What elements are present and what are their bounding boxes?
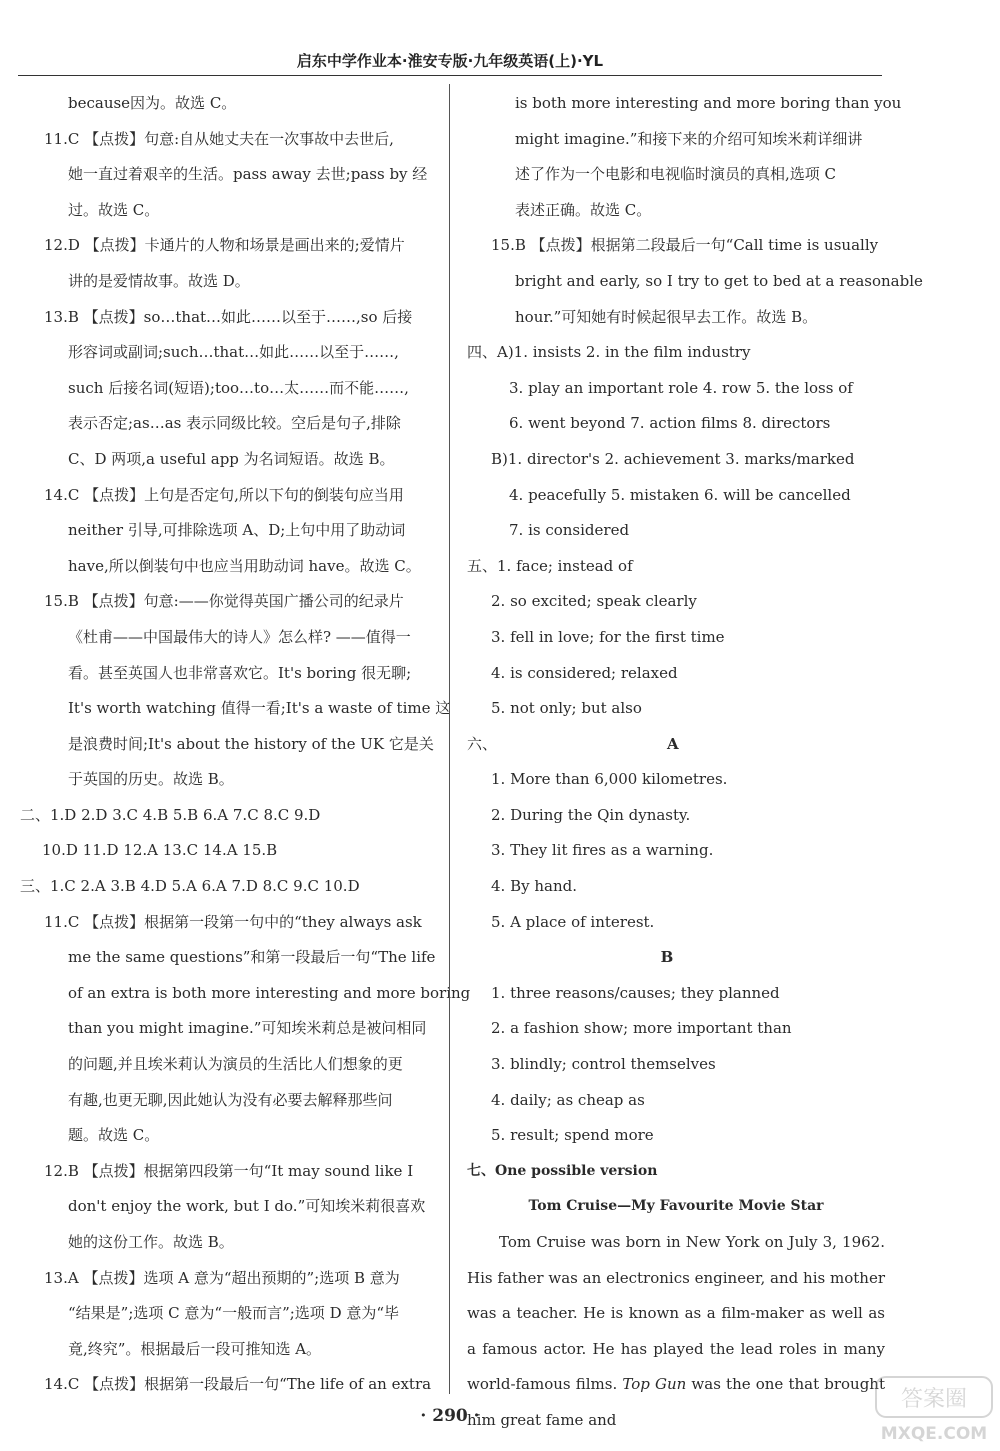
answer-line: than you might imagine.”可知埃米莉总是被问相同 xyxy=(68,1019,427,1038)
answer-line: 过。故选 C。 xyxy=(68,200,160,219)
answer-line: 15.B 【点拨】句意:——你觉得英国广播公司的纪录片 xyxy=(44,592,404,611)
watermark-text-1: 答案圈 xyxy=(900,1387,968,1412)
answer-line: 她一直过着艰辛的生活。pass away 去世;pass by 经 xyxy=(68,165,428,184)
section6-b-item: 2. a fashion show; more important than xyxy=(491,1019,792,1038)
answer-line: 3. fell in love; for the first time xyxy=(491,627,725,646)
answer-line: don't enjoy the work, but I do.”可知埃米莉很喜欢 xyxy=(68,1197,426,1216)
answer-line: 12.D 【点拨】卡通片的人物和场景是画出来的;爱情片 xyxy=(44,236,405,255)
section6-label xyxy=(467,727,885,763)
answer-line: 2. so excited; speak clearly xyxy=(491,592,697,611)
answer-line: It's worth watching 值得一看;It's a waste of time 这 xyxy=(68,699,451,718)
section6-a-item: 5. A place of interest. xyxy=(491,912,655,931)
answer-line: 表述正确。故选 C。 xyxy=(515,200,652,219)
section6-b-item: 1. three reasons/causes; they planned xyxy=(491,983,780,1002)
answer-line: 表示否定;as…as 表示同级比较。空后是句子,排除 xyxy=(68,414,401,433)
answer-line: 6. went beyond 7. action films 8. directors xyxy=(509,414,831,433)
answer-line: might imagine.”和接下来的介绍可知埃米莉详细讲 xyxy=(515,129,863,148)
page-header: 启东中学作业本·淮安专版·九年级英语(上)·YL xyxy=(296,52,604,70)
page-number: · 290 · xyxy=(420,1406,480,1426)
answer-line: neither 引导,可排除选项 A、D;上句中用了助动词 xyxy=(68,521,406,540)
watermark-text-2: MXQE.COM xyxy=(880,1424,988,1444)
answer-line: have,所以倒装句中也应当用助动词 have。故选 C。 xyxy=(68,556,421,575)
answer-line: 有趣,也更无聊,因此她认为没有必要去解释那些问 xyxy=(68,1090,393,1109)
answer-line: B)1. director's 2. achievement 3. marks/marked xyxy=(491,449,855,468)
answer-line: 13.A 【点拨】选项 A 意为“超出预期的”;选项 B 意为 xyxy=(44,1268,400,1287)
answer-line: 11.C 【点拨】句意:自从她丈夫在一次事故中去世后, xyxy=(44,129,394,148)
answer-line: 7. is considered xyxy=(509,521,630,540)
answer-line: 3. play an important role 4. row 5. the loss of xyxy=(509,378,853,397)
section6-b-item: 3. blindly; control themselves xyxy=(491,1055,716,1074)
answer-line: of an extra is both more interesting and more boring xyxy=(68,983,471,1002)
header-rule xyxy=(18,75,882,76)
answer-line: 于英国的历史。故选 B。 xyxy=(68,770,234,789)
section6-b-item: 4. daily; as cheap as xyxy=(491,1090,645,1109)
answer-line: 15.B 【点拨】根据第二段最后一句“Call time is usually xyxy=(491,236,879,255)
answer-line: 12.B 【点拨】根据第四段第一句“It may sound like I xyxy=(44,1161,414,1180)
answer-line: such 后接名词(短语);too…to…太……而不能……, xyxy=(68,378,409,397)
answer-line: 的问题,并且埃米莉认为演员的生活比人们想象的更 xyxy=(68,1055,403,1074)
answer-line: because因为。故选 C。 xyxy=(68,94,237,112)
answer-line: 形容词或副词;such…that…如此……以至于……, xyxy=(68,343,399,362)
section6-b-item: 5. result; spend more xyxy=(491,1126,654,1145)
column-divider xyxy=(449,84,450,1394)
section6-number: 六、 xyxy=(467,734,498,753)
section6-a-item: 1. More than 6,000 kilometres. xyxy=(491,770,728,789)
answer-line: 10.D 11.D 12.A 13.C 14.A 15.B xyxy=(42,841,278,860)
section6-b-heading: B xyxy=(660,948,674,967)
answer-line: 二、1.D 2.D 3.C 4.B 5.B 6.A 7.C 8.C 9.D xyxy=(20,805,321,824)
watermark-logo xyxy=(874,1375,994,1447)
answer-line: 三、1.C 2.A 3.B 4.D 5.A 6.A 7.D 8.C 9.C 10.D xyxy=(20,877,360,896)
answer-line: 看。甚至英国人也非常喜欢它。It's boring 很无聊; xyxy=(68,663,412,682)
answer-line: 四、A)1. insists 2. in the film industry xyxy=(467,343,751,362)
answer-line: 她的这份工作。故选 B。 xyxy=(68,1233,234,1251)
left-column xyxy=(20,86,471,1403)
answer-line: 《杜甫——中国最伟大的诗人》怎么样? ——值得一 xyxy=(68,627,411,646)
answer-line: 竟,终究”。根据最后一段可推知选 A。 xyxy=(68,1339,322,1358)
answer-line: “结果是”;选项 C 意为“一般而言”;选项 D 意为“毕 xyxy=(68,1304,400,1323)
answer-line: me the same questions”和第一段最后一句“The life xyxy=(68,948,436,967)
answer-line: 讲的是爱情故事。故选 D。 xyxy=(68,271,250,290)
answer-line: C、D 两项,a useful app 为名词短语。故选 B。 xyxy=(68,449,395,468)
section7-label: 七、One possible version xyxy=(467,1162,658,1179)
answer-line: 五、1. face; instead of xyxy=(467,556,633,575)
essay-paragraph: Tom Cruise was born in New York on July 3, 1962. His father was an electronics engineer, and his mother was a teacher. He is known as a film-maker as well as a famous actor. He has played the lead roles in many world-famous films. Top Gun was the one that brought him great fame and xyxy=(467,1233,885,1429)
section6-a-item: 4. By hand. xyxy=(491,877,577,896)
answer-line: is both more interesting and more boring than you xyxy=(515,94,902,112)
right-column xyxy=(467,86,923,1439)
answer-line: 5. not only; but also xyxy=(491,699,642,718)
answer-line: 是浪费时间;It's about the history of the UK 它是关 xyxy=(68,734,434,753)
answer-line: bright and early, so I try to get to bed at a reasonable xyxy=(515,271,923,290)
answer-line: hour.”可知她有时候起很早去工作。故选 B。 xyxy=(515,307,818,326)
section6-a-item: 3. They lit fires as a warning. xyxy=(491,841,714,860)
answer-line: 13.B 【点拨】so…that…如此……以至于……,so 后接 xyxy=(44,307,413,326)
answer-line: 述了作为一个电影和电视临时演员的真相,选项 C xyxy=(515,165,837,184)
essay-title: Tom Cruise—My Favourite Movie Star xyxy=(528,1198,824,1215)
answer-line: 14.C 【点拨】上句是否定句,所以下句的倒装句应当用 xyxy=(44,485,404,504)
section6-a-item: 2. During the Qin dynasty. xyxy=(491,805,691,824)
answer-line: 4. is considered; relaxed xyxy=(491,663,678,682)
film-title: Top Gun xyxy=(622,1375,687,1394)
answer-line: 题。故选 C。 xyxy=(68,1126,160,1145)
answer-line: 11.C 【点拨】根据第一段第一句中的“they always ask xyxy=(44,912,422,931)
section6-a-heading: A xyxy=(667,734,679,753)
answer-line: 4. peacefully 5. mistaken 6. will be cancelled xyxy=(509,485,851,504)
answer-line: 14.C 【点拨】根据第一段最后一句“The life of an extra xyxy=(44,1375,432,1394)
